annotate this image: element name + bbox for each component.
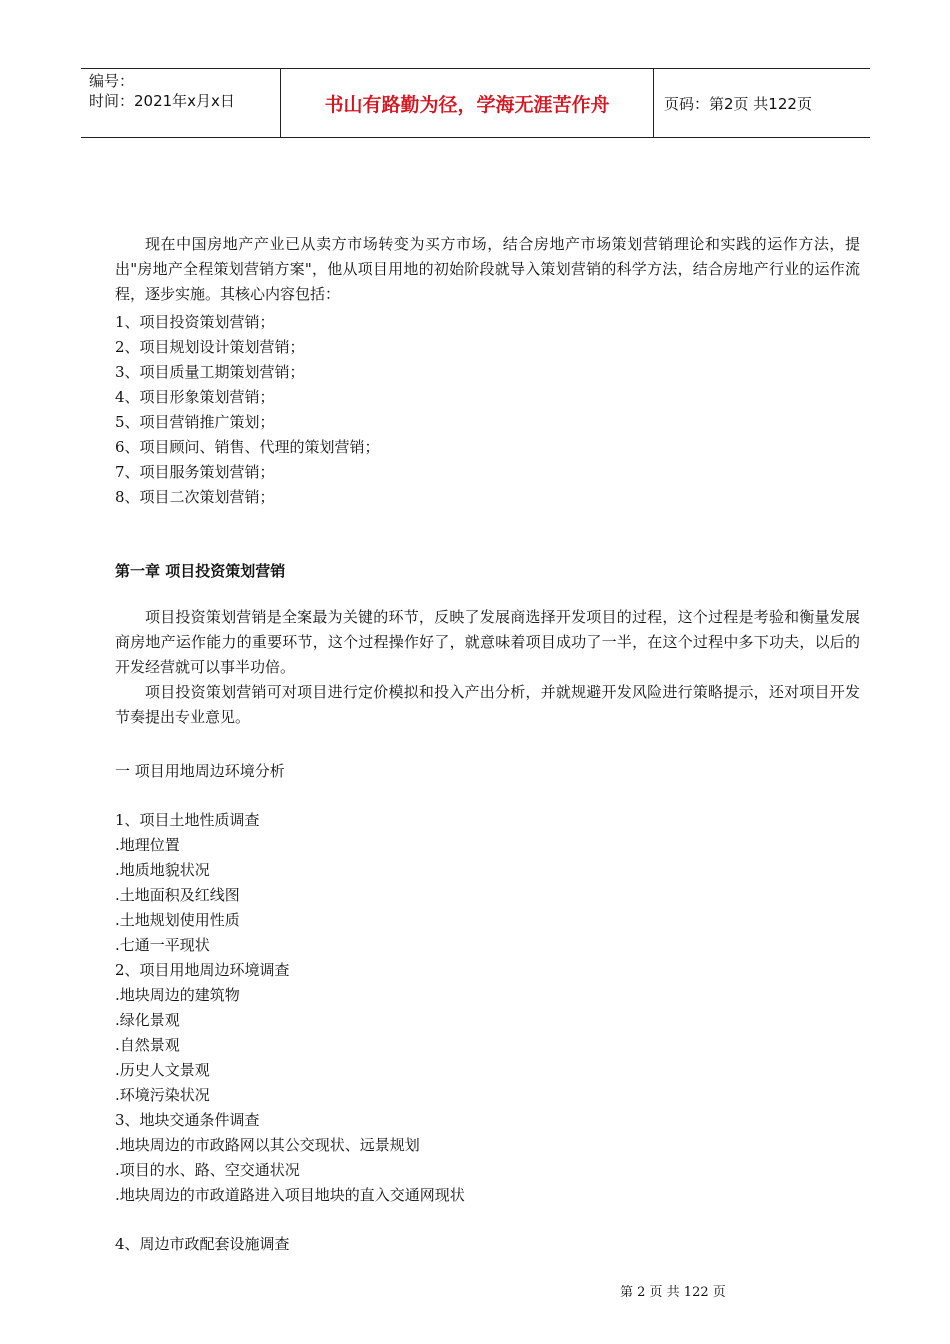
page-header xyxy=(81,68,870,138)
analysis-item: .环境污染状况 xyxy=(115,1086,210,1104)
analysis-item: 1、项目土地性质调查 xyxy=(115,811,260,829)
analysis-item: 2、项目用地周边环境调查 xyxy=(115,961,290,979)
core-item: 6、项目顾问、销售、代理的策划营销； xyxy=(115,438,380,456)
chapter-paragraph-1: 项目投资策划营销是全案最为关键的环节，反映了发展商选择开发项目的过程，这个过程是考验和衡量发展商房地产运作能力的重要环节，这个过程操作好了，就意味着项目成功了一半，在这个过程中多下功夫，以后的开发经营就可以事半功倍。 xyxy=(115,608,860,676)
core-item: 2、项目规划设计策划营销； xyxy=(115,338,305,356)
section-title: 一 项目用地周边环境分析 xyxy=(115,762,285,780)
analysis-item: .七通一平现状 xyxy=(115,936,210,954)
number-label: 编号： xyxy=(89,72,135,90)
header-motto: 书山有路勤为径，学海无涯苦作舟 xyxy=(281,69,654,137)
analysis-item: .土地规划使用性质 xyxy=(115,911,240,929)
analysis-item: .土地面积及红线图 xyxy=(115,886,240,904)
analysis-item: .地块周边的建筑物 xyxy=(115,986,240,1004)
analysis-item: .自然景观 xyxy=(115,1036,180,1054)
core-item: 4、项目形象策划营销； xyxy=(115,388,275,406)
analysis-item: .项目的水、路、空交通状况 xyxy=(115,1161,300,1179)
chapter-title: 第一章 项目投资策划营销 xyxy=(115,562,286,580)
core-item: 7、项目服务策划营销； xyxy=(115,463,275,481)
header-page-info: 页码：第2页 共122页 xyxy=(664,94,812,113)
core-item: 5、项目营销推广策划； xyxy=(115,413,275,431)
header-meta xyxy=(81,69,281,137)
chapter-paragraph-2: 项目投资策划营销可对项目进行定价模拟和投入产出分析，并就规避开发风险进行策略提示，还对项目开发节奏提出专业意见。 xyxy=(115,683,860,726)
analysis-item: 3、地块交通条件调查 xyxy=(115,1111,260,1129)
analysis-item: .历史人文景观 xyxy=(115,1061,210,1079)
core-item: 3、项目质量工期策划营销； xyxy=(115,363,305,381)
intro-paragraph: 现在中国房地产产业已从卖方市场转变为买方市场，结合房地产市场策划营销理论和实践的运作方法，提出"房地产全程策划营销方案"，他从项目用地的初始阶段就导入策划营销的科学方法，结合房地产行业的运作流程，逐步实施。其核心内容包括： xyxy=(115,235,860,303)
analysis-item: .地理位置 xyxy=(115,836,180,854)
time-label: 时间：2021年x月x日 xyxy=(89,92,235,110)
analysis-item: .绿化景观 xyxy=(115,1011,180,1029)
core-item: 1、项目投资策划营销； xyxy=(115,313,275,331)
analysis-item: 4、周边市政配套设施调查 xyxy=(115,1235,290,1253)
analysis-item: .地块周边的市政道路进入项目地块的直入交通网现状 xyxy=(115,1186,465,1204)
analysis-item: .地块周边的市政路网以其公交现状、远景规划 xyxy=(115,1136,420,1154)
analysis-item: .地质地貌状况 xyxy=(115,861,210,879)
core-item: 8、项目二次策划营销； xyxy=(115,488,275,506)
page-footer: 第 2 页 共 122 页 xyxy=(620,1285,726,1300)
